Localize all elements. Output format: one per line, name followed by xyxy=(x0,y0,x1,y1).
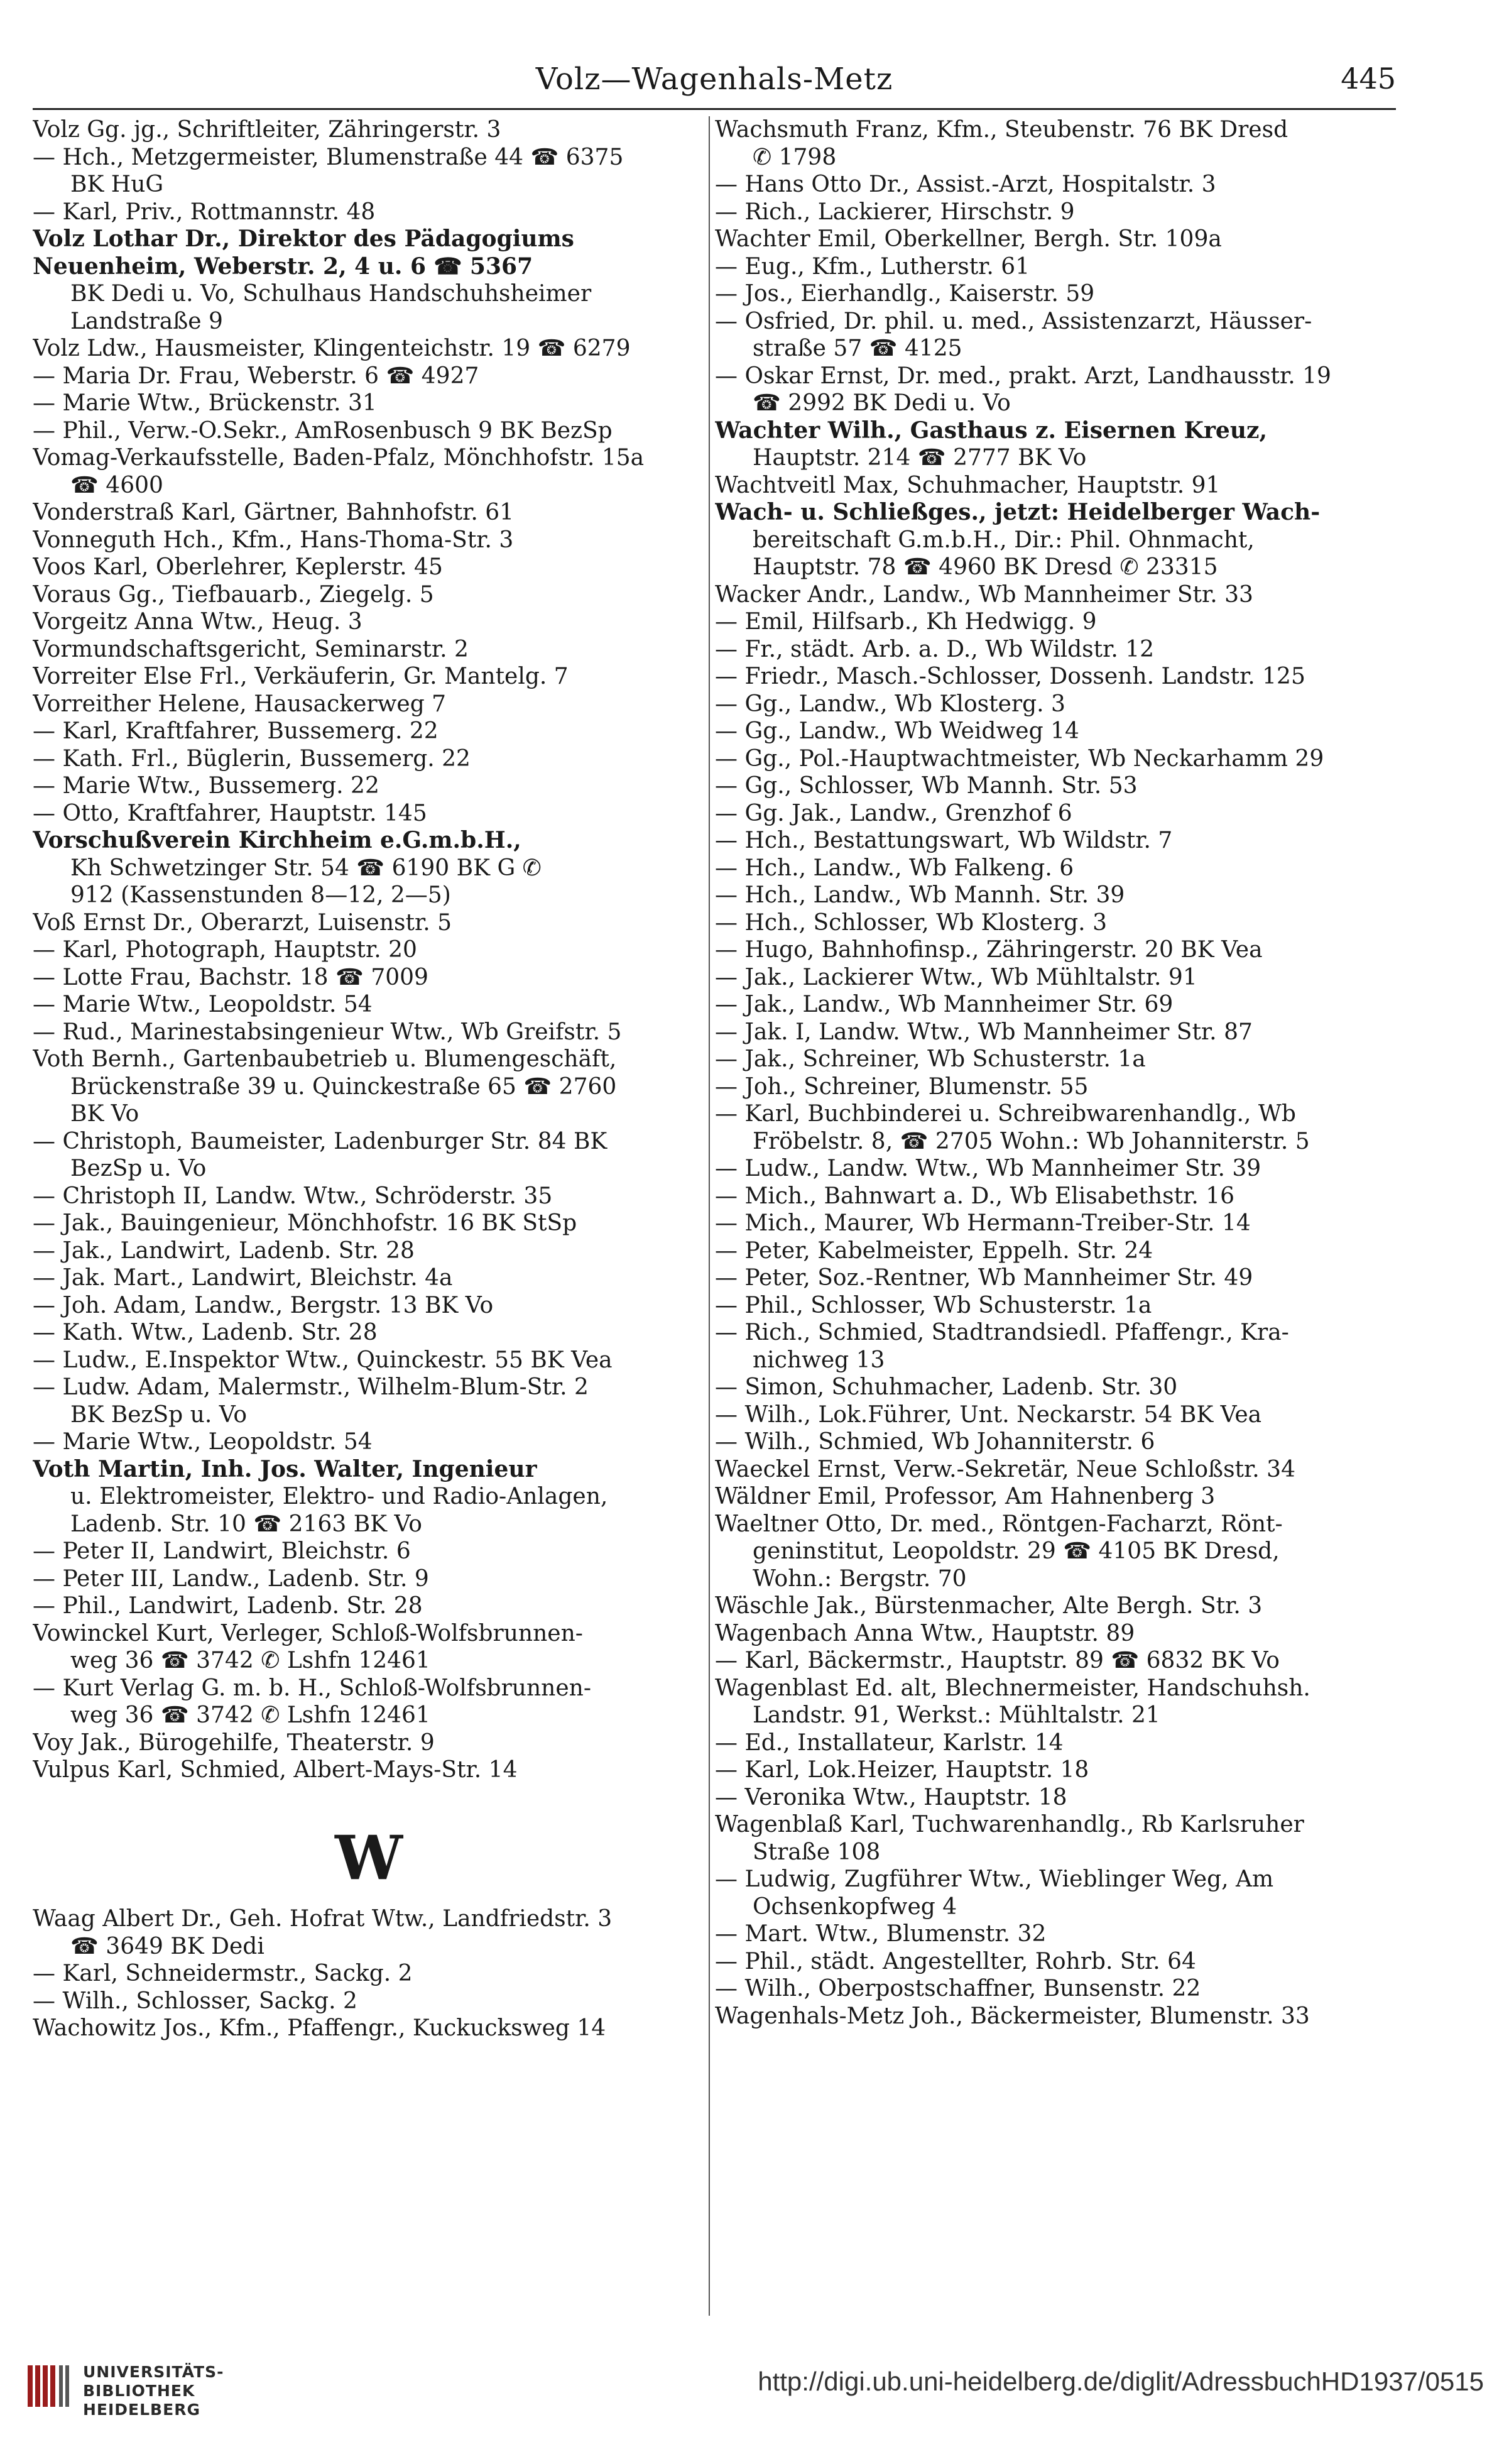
directory-entry: Voos Karl, Oberlehrer, Keplerstr. 45 xyxy=(33,554,443,580)
directory-entry: — Phil., Schlosser, Wb Schusterstr. 1a xyxy=(715,1292,1152,1318)
directory-entry: — Fr., städt. Arb. a. D., Wb Wildstr. 12 xyxy=(715,636,1155,662)
directory-entry: Ochsenkopfweg 4 xyxy=(753,1893,957,1920)
directory-entry: BK BezSp u. Vo xyxy=(70,1401,248,1428)
directory-entry: Wachowitz Jos., Kfm., Pfaffengr., Kuckucksweg 14 xyxy=(33,2015,606,2041)
directory-entry: bereitschaft G.m.b.H., Dir.: Phil. Ohnmacht, xyxy=(753,527,1255,553)
directory-entry: Wäldner Emil, Professor, Am Hahnenberg 3 xyxy=(715,1484,1216,1509)
directory-entry: — Karl, Schneidermstr., Sackg. 2 xyxy=(33,1961,413,1986)
library-name-line: UNIVERSITÄTS- xyxy=(83,2363,224,2381)
directory-entry: — Ludwig, Zugführer Wtw., Wieblinger Weg, Am xyxy=(715,1866,1274,1892)
directory-entry: — Ludw., E.Inspektor Wtw., Quinckestr. 55 BK Vea xyxy=(33,1347,613,1373)
directory-entry: — Lotte Frau, Bachstr. 18 ☎ 7009 xyxy=(33,964,428,990)
directory-entry: Waag Albert Dr., Geh. Hofrat Wtw., Landfriedstr. 3 xyxy=(33,1906,613,1932)
directory-entry: — Mich., Maurer, Wb Hermann-Treiber-Str. 14 xyxy=(715,1210,1251,1236)
directory-entry: Landstr. 91, Werkst.: Mühltalstr. 21 xyxy=(753,1702,1160,1728)
directory-entry: ☎ 3649 BK Dedi xyxy=(70,1933,264,1959)
directory-entry: — Marie Wtw., Leopoldstr. 54 xyxy=(33,1429,373,1455)
directory-entry: — Peter III, Landw., Ladenb. Str. 9 xyxy=(33,1565,429,1592)
directory-entry: Fröbelstr. 8, ☎ 2705 Wohn.: Wb Johanniterstr. 5 xyxy=(753,1128,1310,1154)
directory-entry: straße 57 ☎ 4125 xyxy=(753,336,962,361)
directory-entry: — Emil, Hilfsarb., Kh Hedwigg. 9 xyxy=(715,609,1097,635)
directory-entry: Landstraße 9 xyxy=(70,308,223,334)
directory-entry: — Hch., Metzgermeister, Blumenstraße 44 ☎ 6375 xyxy=(33,144,624,170)
directory-entry: — Karl, Photograph, Hauptstr. 20 xyxy=(33,937,417,963)
directory-entry: Brückenstraße 39 u. Quinckestraße 65 ☎ 2760 xyxy=(70,1073,617,1100)
directory-entry: Hauptstr. 214 ☎ 2777 BK Vo xyxy=(753,445,1087,471)
page-number: 445 xyxy=(1341,62,1396,96)
directory-entry: Wagenbach Anna Wtw., Hauptstr. 89 xyxy=(715,1620,1135,1646)
directory-entry: Voth Bernh., Gartenbaubetrieb u. Blumengeschäft, xyxy=(33,1046,617,1072)
directory-entry: Neuenheim, Weberstr. 2, 4 u. 6 ☎ 5367 xyxy=(33,253,533,280)
section-letter: W xyxy=(335,1822,403,1893)
directory-entry: — Mich., Bahnwart a. D., Wb Elisabethstr. 16 xyxy=(715,1183,1235,1209)
directory-entry: — Otto, Kraftfahrer, Hauptstr. 145 xyxy=(33,800,427,826)
directory-entry: Straße 108 xyxy=(753,1839,881,1865)
directory-entry: — Osfried, Dr. phil. u. med., Assistenzarzt, Häusser- xyxy=(715,308,1312,334)
directory-entry: Wagenhals-Metz Joh., Bäckermeister, Blumenstr. 33 xyxy=(715,2003,1310,2029)
directory-entry: — Gg., Landw., Wb Klosterg. 3 xyxy=(715,691,1065,717)
directory-entry: — Jak., Lackierer Wtw., Wb Mühltalstr. 91 xyxy=(715,964,1197,990)
directory-entry: BK Dedi u. Vo, Schulhaus Handschuhsheimer xyxy=(70,281,592,307)
directory-entry: Wachsmuth Franz, Kfm., Steubenstr. 76 BK Dresd xyxy=(715,117,1288,143)
directory-entry: — Hugo, Bahnhofinsp., Zähringerstr. 20 BK Vea xyxy=(715,937,1263,963)
directory-entry: Voß Ernst Dr., Oberarzt, Luisenstr. 5 xyxy=(33,909,452,936)
directory-entry: — Kath. Frl., Büglerin, Bussemerg. 22 xyxy=(33,745,471,772)
directory-entry: — Jak., Schreiner, Wb Schusterstr. 1a xyxy=(715,1046,1146,1072)
directory-entry: Ladenb. Str. 10 ☎ 2163 BK Vo xyxy=(70,1511,422,1537)
directory-entry: — Marie Wtw., Bussemerg. 22 xyxy=(33,773,379,799)
directory-entry: — Friedr., Masch.-Schlosser, Dossenh. Landstr. 125 xyxy=(715,664,1305,689)
directory-entry: — Jak., Bauingenieur, Mönchhofstr. 16 BK StSp xyxy=(33,1210,577,1236)
directory-entry: — Jak., Landw., Wb Mannheimer Str. 69 xyxy=(715,992,1174,1017)
directory-entry: Vulpus Karl, Schmied, Albert-Mays-Str. 14 xyxy=(33,1757,518,1783)
column-divider xyxy=(709,116,710,2316)
library-logo-icon xyxy=(25,2362,74,2411)
directory-entry: — Karl, Lok.Heizer, Hauptstr. 18 xyxy=(715,1757,1089,1783)
left-column xyxy=(33,116,705,2347)
directory-entry: — Wilh., Schmied, Wb Johanniterstr. 6 xyxy=(715,1429,1155,1455)
directory-entry: Wagenblast Ed. alt, Blechnermeister, Handschuhsh. xyxy=(715,1675,1310,1701)
directory-entry: Vormundschaftsgericht, Seminarstr. 2 xyxy=(33,636,469,662)
directory-entry: — Karl, Kraftfahrer, Bussemerg. 22 xyxy=(33,718,439,744)
library-name-line: BIBLIOTHEK xyxy=(83,2382,195,2400)
directory-entry: Volz Ldw., Hausmeister, Klingenteichstr. 19 ☎ 6279 xyxy=(33,336,631,361)
directory-entry: — Hans Otto Dr., Assist.-Arzt, Hospitalstr. 3 xyxy=(715,172,1216,197)
directory-entry: Waeckel Ernst, Verw.-Sekretär, Neue Schloßstr. 34 xyxy=(715,1456,1295,1482)
directory-entry: — Karl, Bäckermstr., Hauptstr. 89 ☎ 6832 BK Vo xyxy=(715,1648,1280,1673)
directory-entry: — Phil., städt. Angestellter, Rohrb. Str. 64 xyxy=(715,1948,1196,1974)
directory-entry: — Christoph, Baumeister, Ladenburger Str. 84 BK xyxy=(33,1128,607,1154)
directory-entry: 912 (Kassenstunden 8—12, 2—5) xyxy=(70,882,451,908)
directory-entry: — Karl, Priv., Rottmannstr. 48 xyxy=(33,199,376,225)
page-header xyxy=(33,55,1396,106)
directory-entry: Volz Lothar Dr., Direktor des Pädagogiums xyxy=(33,226,574,252)
directory-entry: — Wilh., Lok.Führer, Unt. Neckarstr. 54 BK Vea xyxy=(715,1401,1262,1428)
directory-entry: Wäschle Jak., Bürstenmacher, Alte Bergh. Str. 3 xyxy=(715,1593,1263,1619)
directory-entry: — Ed., Installateur, Karlstr. 14 xyxy=(715,1729,1064,1756)
directory-entry: — Phil., Landwirt, Ladenb. Str. 28 xyxy=(33,1593,423,1619)
directory-entry: — Peter, Soz.-Rentner, Wb Mannheimer Str. 49 xyxy=(715,1265,1253,1291)
directory-entry: Waeltner Otto, Dr. med., Röntgen-Facharzt, Rönt- xyxy=(715,1511,1283,1537)
spacer xyxy=(33,1784,705,1812)
directory-entry: — Hch., Landw., Wb Falkeng. 6 xyxy=(715,855,1074,881)
directory-entry: Vorreither Helene, Hausackerweg 7 xyxy=(33,691,447,717)
directory-entry: — Marie Wtw., Brückenstr. 31 xyxy=(33,390,377,416)
directory-entry: — Gg., Schlosser, Wb Mannh. Str. 53 xyxy=(715,773,1138,799)
directory-entry: — Mart. Wtw., Blumenstr. 32 xyxy=(715,1921,1047,1947)
directory-entry: — Jak. I, Landw. Wtw., Wb Mannheimer Str. 87 xyxy=(715,1019,1253,1045)
directory-entry: Voth Martin, Inh. Jos. Walter, Ingenieur xyxy=(33,1455,537,1482)
directory-entry: — Ludw., Landw. Wtw., Wb Mannheimer Str. 39 xyxy=(715,1156,1261,1181)
footer xyxy=(0,2350,1509,2464)
directory-entry: — Rich., Schmied, Stadtrandsiedl. Pfaffengr., Kra- xyxy=(715,1320,1289,1345)
directory-entry: — Eug., Kfm., Lutherstr. 61 xyxy=(715,253,1030,280)
directory-entry: nichweg 13 xyxy=(753,1347,885,1373)
directory-entry: — Wilh., Schlosser, Sackg. 2 xyxy=(33,1988,357,2014)
directory-entry: — Veronika Wtw., Hauptstr. 18 xyxy=(715,1784,1067,1810)
directory-entry: Hauptstr. 78 ☎ 4960 BK Dresd ✆ 23315 xyxy=(753,554,1218,580)
directory-entry: — Marie Wtw., Leopoldstr. 54 xyxy=(33,992,373,1017)
directory-entry: geninstitut, Leopoldstr. 29 ☎ 4105 BK Dresd, xyxy=(753,1538,1280,1564)
directory-entry: ✆ 1798 xyxy=(753,144,837,170)
directory-entry: — Wilh., Oberpostschaffner, Bunsenstr. 22 xyxy=(715,1976,1201,2001)
source-url-link[interactable]: http://digi.ub.uni-heidelberg.de/diglit/AdressbuchHD1937/0515 xyxy=(758,2367,1484,2396)
directory-entry: weg 36 ☎ 3742 ✆ Lshfn 12461 xyxy=(70,1702,430,1728)
directory-entry: — Oskar Ernst, Dr. med., prakt. Arzt, Landhausstr. 19 xyxy=(715,363,1331,389)
directory-entry: — Jak., Landwirt, Ladenb. Str. 28 xyxy=(33,1237,415,1264)
directory-entry: — Peter II, Landwirt, Bleichstr. 6 xyxy=(33,1538,411,1564)
directory-entry: — Ludw. Adam, Malermstr., Wilhelm-Blum-Str. 2 xyxy=(33,1374,589,1400)
directory-entry: Voy Jak., Bürogehilfe, Theaterstr. 9 xyxy=(33,1729,435,1756)
directory-entry: — Rich., Lackierer, Hirschstr. 9 xyxy=(715,199,1075,225)
directory-entry: — Rud., Marinestabsingenieur Wtw., Wb Greifstr. 5 xyxy=(33,1019,622,1045)
directory-entry: Vomag-Verkaufsstelle, Baden-Pfalz, Mönchhofstr. 15a xyxy=(33,445,645,471)
directory-entry: weg 36 ☎ 3742 ✆ Lshfn 12461 xyxy=(70,1648,430,1673)
right-column xyxy=(715,116,1397,2347)
directory-entry: BezSp u. Vo xyxy=(70,1156,207,1181)
directory-entry: — Gg. Jak., Landw., Grenzhof 6 xyxy=(715,800,1072,826)
directory-entry: — Jos., Eierhandlg., Kaiserstr. 59 xyxy=(715,281,1095,307)
directory-entry: Wagenblaß Karl, Tuchwarenhandlg., Rb Karlsruher xyxy=(715,1812,1304,1837)
directory-entry: Wach- u. Schließges., jetzt: Heidelberger Wach- xyxy=(715,499,1321,525)
directory-entry: — Phil., Verw.-O.Sekr., AmRosenbusch 9 BK BezSp xyxy=(33,417,613,444)
directory-entry: BK Vo xyxy=(70,1101,139,1127)
directory-entry: Wachter Wilh., Gasthaus z. Eisernen Kreuz, xyxy=(715,417,1267,444)
directory-entry: Wachtveitl Max, Schuhmacher, Hauptstr. 91 xyxy=(715,472,1221,498)
library-name xyxy=(83,2363,224,2419)
directory-entry: Wachter Emil, Oberkellner, Bergh. Str. 109a xyxy=(715,226,1222,252)
directory-entry: — Maria Dr. Frau, Weberstr. 6 ☎ 4927 xyxy=(33,363,479,389)
header-rule xyxy=(33,108,1396,110)
directory-entry: Vorreiter Else Frl., Verkäuferin, Gr. Mantelg. 7 xyxy=(33,664,569,689)
directory-entry: — Karl, Buchbinderei u. Schreibwarenhandlg., Wb xyxy=(715,1101,1296,1127)
directory-entry: — Kath. Wtw., Ladenb. Str. 28 xyxy=(33,1320,378,1345)
directory-entry: — Christoph II, Landw. Wtw., Schröderstr. 35 xyxy=(33,1183,553,1209)
directory-entry: — Joh., Schreiner, Blumenstr. 55 xyxy=(715,1073,1089,1100)
directory-entry: — Kurt Verlag G. m. b. H., Schloß-Wolfsbrunnen- xyxy=(33,1675,592,1701)
directory-entry: — Hch., Bestattungswart, Wb Wildstr. 7 xyxy=(715,828,1173,853)
directory-entry: BK HuG xyxy=(70,172,164,197)
directory-entry: ☎ 4600 xyxy=(70,472,163,498)
directory-entry: Vowinckel Kurt, Verleger, Schloß-Wolfsbrunnen- xyxy=(33,1620,583,1646)
directory-entry: Vonderstraß Karl, Gärtner, Bahnhofstr. 61 xyxy=(33,500,515,525)
directory-entry: Voraus Gg., Tiefbauarb., Ziegelg. 5 xyxy=(33,581,434,608)
directory-entry: Vorschußverein Kirchheim e.G.m.b.H., xyxy=(33,827,521,853)
page-title: Volz—Wagenhals-Metz xyxy=(535,62,893,97)
directory-entry: Volz Gg. jg., Schriftleiter, Zähringerstr. 3 xyxy=(33,117,501,143)
directory-entry: u. Elektromeister, Elektro- und Radio-Anlagen, xyxy=(70,1484,608,1509)
directory-entry: — Jak. Mart., Landwirt, Bleichstr. 4a xyxy=(33,1265,453,1291)
directory-entry: — Gg., Pol.-Hauptwachtmeister, Wb Neckarhamm 29 xyxy=(715,745,1324,772)
directory-entry: — Hch., Landw., Wb Mannh. Str. 39 xyxy=(715,882,1125,908)
directory-entry: ☎ 2992 BK Dedi u. Vo xyxy=(753,390,1011,416)
directory-entry: — Hch., Schlosser, Wb Klosterg. 3 xyxy=(715,909,1107,936)
directory-entry: — Gg., Landw., Wb Weidweg 14 xyxy=(715,718,1079,744)
directory-entry: Wohn.: Bergstr. 70 xyxy=(753,1565,967,1592)
directory-entry: — Joh. Adam, Landw., Bergstr. 13 BK Vo xyxy=(33,1292,494,1318)
library-name-line: HEIDELBERG xyxy=(83,2401,200,2419)
directory-entry: — Simon, Schuhmacher, Ladenb. Str. 30 xyxy=(715,1374,1178,1400)
directory-entry: — Peter, Kabelmeister, Eppelh. Str. 24 xyxy=(715,1237,1153,1264)
directory-entry: Kh Schwetzinger Str. 54 ☎ 6190 BK G ✆ xyxy=(70,855,542,881)
directory-entry: Vorgeitz Anna Wtw., Heug. 3 xyxy=(33,609,362,635)
directory-entry: Wacker Andr., Landw., Wb Mannheimer Str. 33 xyxy=(715,581,1253,608)
directory-entry: Vonneguth Hch., Kfm., Hans-Thoma-Str. 3 xyxy=(33,527,514,553)
